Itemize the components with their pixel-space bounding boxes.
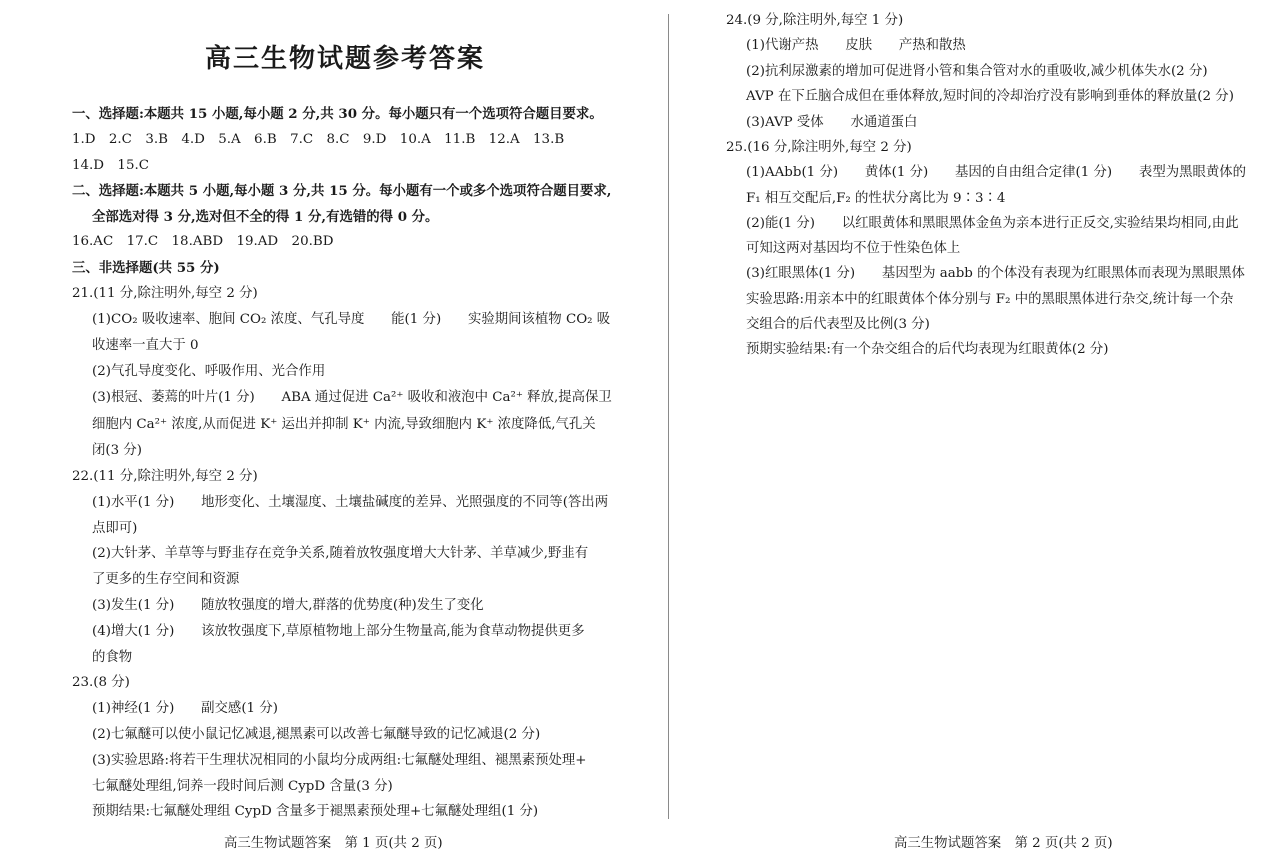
answer-line: 14.D 15.C	[72, 158, 149, 173]
answer-line: 七氟醚处理组,饲养一段时间后测 CypD 含量(3 分)	[92, 779, 393, 794]
page-2-footer: 高三生物试题答案 第 2 页(共 2 页)	[894, 836, 1113, 851]
answer-line: F₁ 相互交配后,F₂ 的性状分离比为 9∶3∶4	[746, 191, 1006, 206]
question-heading: 22.(11 分,除注明外,每空 2 分)	[72, 469, 258, 484]
section-heading-multi: 二、选择题:本题共 5 小题,每小题 3 分,共 15 分。每小题有一个或多个选项符合题目要求,	[72, 183, 612, 199]
answer-line: (1)CO₂ 吸收速率、胞间 CO₂ 浓度、气孔导度 能(1 分) 实验期间该植物 CO₂ 吸	[92, 312, 611, 327]
question-heading: 23.(8 分)	[72, 675, 130, 690]
answer-line: 预期结果:七氟醚处理组 CypD 含量多于褪黑素预处理+七氟醚处理组(1 分)	[92, 804, 539, 819]
answer-line: 16.AC 17.C 18.ABD 19.AD 20.BD	[72, 234, 334, 249]
answer-line: (3)红眼黑体(1 分) 基因型为 aabb 的个体没有表现为红眼黑体而表现为黑眼黑体	[746, 266, 1245, 281]
answer-line: (4)增大(1 分) 该放牧强度下,草原植物地上部分生物量高,能为食草动物提供更多	[92, 624, 585, 639]
answer-line: (2)能(1 分) 以红眼黄体和黑眼黑体金鱼为亲本进行正反交,实验结果均相同,由此	[746, 216, 1239, 231]
answer-line: 细胞内 Ca²⁺ 浓度,从而促进 K⁺ 运出并抑制 K⁺ 内流,导致细胞内 K⁺ 浓度降低,气孔关	[92, 417, 596, 432]
question-heading: 24.(9 分,除注明外,每空 1 分)	[726, 13, 904, 28]
answer-line: (2)气孔导度变化、呼吸作用、光合作用	[92, 364, 326, 379]
answer-line: 的食物	[92, 650, 133, 665]
answer-line: (3)实验思路:将若干生理状况相同的小鼠均分成两组:七氟醚处理组、褪黑素预处理+	[92, 753, 587, 768]
answer-line: (3)根冠、萎蔫的叶片(1 分) ABA 通过促进 Ca²⁺ 吸收和液泡中 Ca²⁺ 释放,提高保卫	[92, 390, 612, 405]
answer-line: 实验思路:用亲本中的红眼黄体个体分别与 F₂ 中的黑眼黑体进行杂交,统计每一个杂	[746, 292, 1234, 307]
answer-line: AVP 在下丘脑合成但在垂体释放,短时间的冷却治疗没有影响到垂体的释放量(2 分)	[746, 89, 1234, 104]
question-heading: 21.(11 分,除注明外,每空 2 分)	[72, 286, 258, 301]
page-title: 高三生物试题参考答案	[204, 44, 485, 74]
answer-line: (3)发生(1 分) 随放牧强度的增大,群落的优势度(种)发生了变化	[92, 598, 484, 613]
answer-line: 闭(3 分)	[92, 443, 143, 458]
page-1-footer: 高三生物试题答案 第 1 页(共 2 页)	[224, 836, 443, 851]
section-heading-multi-cont: 全部选对得 3 分,选对但不全的得 1 分,有选错的得 0 分。	[92, 209, 439, 225]
answer-line: (2)抗利尿激素的增加可促进肾小管和集合管对水的重吸收,减少机体失水(2 分)	[746, 64, 1208, 79]
answer-line: (1)AAbb(1 分) 黄体(1 分) 基因的自由组合定律(1 分) 表型为黑眼黄体的	[746, 165, 1247, 180]
answer-line: 交组合的后代表型及比例(3 分)	[746, 317, 930, 332]
answer-line: (1)神经(1 分) 副交感(1 分)	[92, 701, 278, 716]
answer-line: (1)代谢产热 皮肤 产热和散热	[746, 38, 966, 53]
answer-line: (2)大针茅、羊草等与野韭存在竞争关系,随着放牧强度增大大针茅、羊草减少,野韭有	[92, 546, 589, 561]
answer-line: 了更多的生存空间和资源	[92, 572, 240, 587]
answer-line: (2)七氟醚可以使小鼠记忆减退,褪黑素可以改善七氟醚导致的记忆减退(2 分)	[92, 727, 541, 742]
page-divider	[668, 14, 669, 819]
answer-line: 1.D 2.C 3.B 4.D 5.A 6.B 7.C 8.C 9.D 10.A 11.B 12.A 13.B	[72, 132, 565, 147]
answer-line: 可知这两对基因均不位于性染色体上	[746, 241, 961, 256]
question-heading: 25.(16 分,除注明外,每空 2 分)	[726, 140, 912, 155]
answer-line: (3)AVP 受体 水通道蛋白	[746, 115, 918, 130]
answer-line: (1)水平(1 分) 地形变化、土壤湿度、土壤盐碱度的差异、光照强度的不同等(答出两	[92, 495, 609, 510]
answer-line: 收速率一直大于 0	[92, 338, 199, 353]
section-heading-nonchoice: 三、非选择题(共 55 分)	[72, 260, 220, 276]
answer-line: 预期实验结果:有一个杂交组合的后代均表现为红眼黄体(2 分)	[746, 342, 1109, 357]
section-heading-choice: 一、选择题:本题共 15 小题,每小题 2 分,共 30 分。每小题只有一个选项符合题目要求。	[72, 106, 603, 122]
answer-line: 点即可)	[92, 521, 138, 536]
